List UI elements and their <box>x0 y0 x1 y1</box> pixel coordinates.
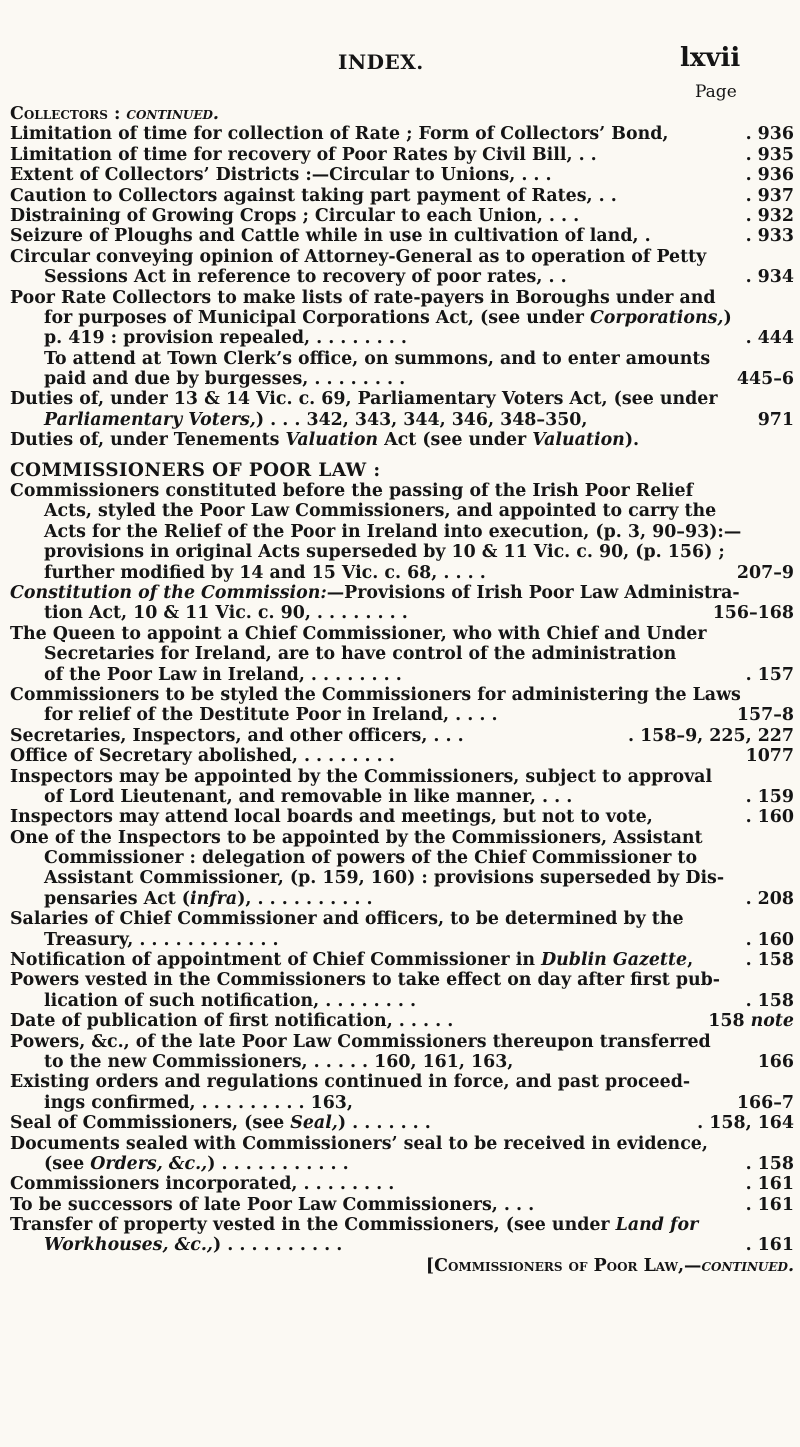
index-line <box>10 1256 794 1276</box>
index-line-text: Limitation of time for recovery of Poor Rates by Civil Bill, . . <box>10 144 597 165</box>
index-line <box>10 481 794 501</box>
page-reference: . 158, 164 <box>697 1113 794 1134</box>
index-line <box>10 369 794 389</box>
index-line-text: further modified by 14 and 15 Vic. c. 68, . . . . <box>44 562 486 583</box>
page-number: lxvii <box>680 43 741 73</box>
index-line-text: ings confirmed, . . . . . . . . . 163, <box>44 1092 353 1113</box>
index-line-text: One of the Inspectors to be appointed by the Commissioners, Assistant <box>10 827 703 848</box>
index-line <box>10 247 794 267</box>
index-line <box>10 665 794 685</box>
index-line <box>10 848 794 868</box>
index-line-text: The Queen to appoint a Chief Commissioner, who with Chief and Under <box>10 623 707 644</box>
index-line-text: Commissioner : delegation of powers of the Chief Commissioner to <box>44 848 698 869</box>
index-line-text: Sessions Act in reference to recovery of poor rates, . . <box>44 267 567 288</box>
page-reference: 1077 <box>745 746 794 767</box>
index-line-text: p. 419 : provision repealed, . . . . . . . . <box>44 328 407 349</box>
index-line-text: Salaries of Chief Commissioner and officers, to be determined by the <box>10 909 684 930</box>
index-line-text: Existing orders and regulations continued in force, and past proceed- <box>10 1072 691 1093</box>
index-line-text: Notification of appointment of Chief Commissioner in Dublin Gazette, <box>10 950 694 971</box>
index-line <box>10 746 794 766</box>
page-reference: 157–8 <box>736 705 794 726</box>
index-line <box>10 868 794 888</box>
page-reference: . 444 <box>745 328 794 349</box>
index-line <box>10 1174 794 1194</box>
index-line-text: COMMISSIONERS OF POOR LAW : <box>10 459 381 481</box>
page-reference: . 936 <box>745 165 794 186</box>
page-reference: . 936 <box>745 124 794 145</box>
index-line <box>10 603 794 623</box>
index-line <box>10 542 794 562</box>
index-line <box>10 726 794 746</box>
index-line <box>10 1032 794 1052</box>
index-line-text: (see Orders, &c.,) . . . . . . . . . . . <box>44 1153 349 1174</box>
page-column-label: Page <box>695 82 737 102</box>
page-reference: . 158 <box>745 950 794 971</box>
index-line-text: Commissioners incorporated, . . . . . . . . <box>10 1174 395 1195</box>
index-line-text: Limitation of time for collection of Rate ; Form of Collectors’ Bond, <box>10 124 669 145</box>
page-reference: . 158 <box>745 1153 794 1174</box>
index-line <box>10 124 794 144</box>
page-reference: . 160 <box>745 807 794 828</box>
index-line-text: Workhouses, &c.,) . . . . . . . . . . <box>44 1235 343 1256</box>
index-line <box>10 1052 794 1072</box>
index-line-text: Office of Secretary abolished, . . . . . . . . <box>10 746 395 767</box>
page-reference: 166–7 <box>736 1092 794 1113</box>
index-line <box>10 889 794 909</box>
index-line <box>10 1154 794 1174</box>
index-line <box>10 909 794 929</box>
page-reference: . 933 <box>745 226 794 247</box>
index-line <box>10 206 794 226</box>
index-line-text: paid and due by burgesses, . . . . . . . . <box>44 369 406 390</box>
index-line <box>10 430 794 450</box>
section-heading <box>10 461 794 481</box>
index-line <box>10 1093 794 1113</box>
page-reference: . 208 <box>745 888 794 909</box>
index-line-text: tion Act, 10 & 11 Vic. c. 90, . . . . . . . . <box>44 603 408 624</box>
page-reference: . 160 <box>745 929 794 950</box>
page-reference: . 161 <box>745 1235 794 1256</box>
index-line-text: Secretaries for Ireland, are to have control of the administration <box>44 644 677 665</box>
page-reference: . 935 <box>745 144 794 165</box>
page-reference: 207–9 <box>736 562 794 583</box>
index-line <box>10 389 794 409</box>
index-line-text: Powers vested in the Commissioners to take effect on day after first pub- <box>10 970 721 991</box>
index-line <box>10 1072 794 1092</box>
index-line <box>10 950 794 970</box>
index-line-text: Acts for the Relief of the Poor in Ireland into execution, (p. 3, 90–93):— <box>44 521 742 542</box>
index-line-text: lication of such notification, . . . . . . . . <box>44 990 417 1011</box>
page-reference: . 159 <box>745 786 794 807</box>
index-line-text: Inspectors may be appointed by the Commissioners, subject to approval <box>10 766 713 787</box>
page-reference: 971 <box>757 409 794 430</box>
index-line-text: for purposes of Municipal Corporations Act, (see under Corporations,) <box>44 307 732 328</box>
index-line-text: provisions in original Acts superseded by 10 & 11 Vic. c. 90, (p. 156) ; <box>44 542 725 563</box>
index-line-text: Treasury, . . . . . . . . . . . . <box>44 929 279 950</box>
index-line <box>10 349 794 369</box>
index-line <box>10 328 794 348</box>
index-line-text: Extent of Collectors’ Districts :—Circular to Unions, . . . <box>10 165 552 186</box>
index-line-text: Commissioners to be styled the Commissioners for administering the Laws <box>10 684 741 705</box>
index-line <box>10 186 794 206</box>
index-line <box>10 644 794 664</box>
index-line-text: of Lord Lieutenant, and removable in like manner, . . . <box>44 786 573 807</box>
index-line <box>10 970 794 990</box>
index-line <box>10 267 794 287</box>
index-line <box>10 787 794 807</box>
index-line-text: Transfer of property vested in the Commissioners, (see under Land for <box>10 1215 699 1236</box>
index-line <box>10 1134 794 1154</box>
page-reference: 445–6 <box>736 369 794 390</box>
page-reference: . 158 <box>745 990 794 1011</box>
index-line <box>10 828 794 848</box>
index-line <box>10 410 794 430</box>
index-line <box>10 145 794 165</box>
index-line-text: Inspectors may attend local boards and meetings, but not to vote, <box>10 807 653 828</box>
page-reference: . 161 <box>745 1194 794 1215</box>
index-line <box>10 685 794 705</box>
index-line-text: for relief of the Destitute Poor in Ireland, . . . . <box>44 705 498 726</box>
index-line <box>10 308 794 328</box>
index-line <box>10 522 794 542</box>
page-reference: . 934 <box>745 267 794 288</box>
index-line-text: Acts, styled the Poor Law Commissioners, and appointed to carry the <box>44 501 717 522</box>
index-line-text: Constitution of the Commission:—Provisions of Irish Poor Law Administra- <box>10 582 740 603</box>
index-line <box>10 1235 794 1255</box>
running-head-title: INDEX. <box>338 50 424 74</box>
index-line <box>10 624 794 644</box>
subsection-heading <box>10 104 794 124</box>
index-line <box>10 991 794 1011</box>
page-reference: . 937 <box>745 185 794 206</box>
index-line-text: Commissioners constituted before the passing of the Irish Poor Relief <box>10 481 694 502</box>
page-reference: 158 note <box>708 1011 794 1032</box>
index-line <box>10 1113 794 1133</box>
index-line-text: Seal of Commissioners, (see Seal,) . . . . . . . <box>10 1113 431 1134</box>
index-line <box>10 807 794 827</box>
index-line <box>10 165 794 185</box>
page-reference: . 161 <box>745 1174 794 1195</box>
index-line-text: Poor Rate Collectors to make lists of rate-payers in Boroughs under and <box>10 287 716 308</box>
index-line-text: of the Poor Law in Ireland, . . . . . . . . <box>44 664 402 685</box>
index-line-text: Duties of, under Tenements Valuation Act (see under Valuation). <box>10 430 640 451</box>
index-line <box>10 767 794 787</box>
running-head <box>0 43 800 78</box>
index-line-text: Collectors : continued. <box>10 104 219 124</box>
index-line <box>10 1011 794 1031</box>
index-line-text: To be successors of late Poor Law Commissioners, . . . <box>10 1194 535 1215</box>
index-line-text: to the new Commissioners, . . . . . 160, 161, 163, <box>44 1051 514 1072</box>
index-line <box>10 501 794 521</box>
page-reference: . 157 <box>745 664 794 685</box>
page-reference: 156–168 <box>712 603 794 624</box>
index-line <box>10 1195 794 1215</box>
index-line <box>10 226 794 246</box>
index-line-text: Powers, &c., of the late Poor Law Commissioners thereupon transferred <box>10 1031 711 1052</box>
index-line-text: [Commissioners of Poor Law,—continued. <box>425 1255 794 1276</box>
index-line <box>10 1215 794 1235</box>
index-line-text: Duties of, under 13 & 14 Vic. c. 69, Parliamentary Voters Act, (see under <box>10 389 718 410</box>
index-line-text: Caution to Collectors against taking part payment of Rates, . . <box>10 185 617 206</box>
page-reference: . 158–9, 225, 227 <box>627 725 794 746</box>
index-line-text: To attend at Town Clerk’s office, on summons, and to enter amounts <box>44 348 711 369</box>
index-line <box>10 705 794 725</box>
index-line-text: Distraining of Growing Crops ; Circular to each Union, . . . <box>10 205 580 226</box>
index-line-text: Assistant Commissioner, (p. 159, 160) : provisions superseded by Dis- <box>44 868 725 889</box>
index-line <box>10 563 794 583</box>
index-entries <box>10 104 794 1276</box>
index-line-text: pensaries Act (infra), . . . . . . . . . . <box>44 888 373 909</box>
index-line <box>10 288 794 308</box>
index-line <box>10 583 794 603</box>
index-line-text: Parliamentary Voters,) . . . 342, 343, 344, 346, 348–350, <box>44 409 588 430</box>
page-reference: 166 <box>757 1051 794 1072</box>
index-line-text: Documents sealed with Commissioners’ seal to be received in evidence, <box>10 1133 708 1154</box>
page-reference: . 932 <box>745 205 794 226</box>
index-line-text: Circular conveying opinion of Attorney-General as to operation of Petty <box>10 246 707 267</box>
index-line-text: Secretaries, Inspectors, and other officers, . . . <box>10 725 464 746</box>
index-line-text: Seizure of Ploughs and Cattle while in use in cultivation of land, . <box>10 226 651 247</box>
index-line <box>10 930 794 950</box>
index-line-text: Date of publication of first notification, . . . . . <box>10 1011 454 1032</box>
